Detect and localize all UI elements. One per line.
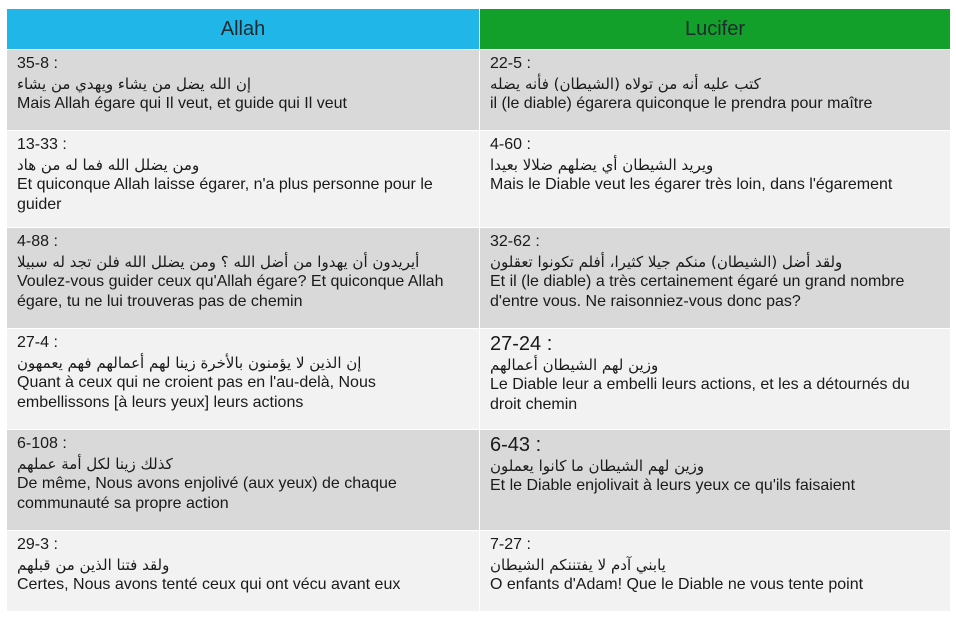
lucifer-cell [480,531,951,612]
verse-ref: 27-24 : [490,333,553,355]
arabic-text: ومن يضلل الله فما له من هاد [17,156,200,174]
arabic-text: إن الله يضل من يشاء ويهدي من يشاء [17,75,252,93]
comparison-table [6,8,951,612]
table-row [7,228,951,329]
comparison-table-wrapper [6,8,950,612]
allah-cell [7,531,480,612]
french-text: Et quiconque Allah laisse égarer, n'a plus personne pour le guider [17,176,433,213]
table-row [7,131,951,228]
allah-cell [7,50,480,131]
lucifer-cell [480,228,951,329]
allah-cell [7,329,480,430]
french-text: Le Diable leur a embelli leurs actions, et les a détournés du droit chemin [490,376,910,413]
header-row [7,9,951,50]
french-text: Mais le Diable veut les égarer très loin, dans l'égarement [490,176,893,193]
verse-ref: 29-3 : [17,536,58,553]
table-row [7,531,951,612]
header-allah: Allah [7,9,480,50]
allah-cell [7,430,480,531]
table-row [7,430,951,531]
french-text: Quant à ceux qui ne croient pas en l'au-delà, Nous embellissons [à leurs yeux] leurs actions [17,374,376,411]
verse-ref: 6-43 : [490,434,542,456]
verse-ref: 32-62 : [490,233,540,250]
arabic-text: كتب عليه أنه من تولاه (الشيطان) فأنه يضله [490,75,761,93]
arabic-text: أيريدون أن يهدوا من أضل الله ؟ ومن يضلل الله فلن تجد له سبيلا [17,253,420,271]
verse-ref: 4-60 : [490,136,531,153]
french-text: Et le Diable enjolivait à leurs yeux ce qu'ils faisaient [490,477,856,494]
verse-ref: 7-27 : [490,536,531,553]
verse-ref: 35-8 : [17,55,58,72]
arabic-text: إن الذين لا يؤمنون بالأخرة زينا لهم أعمالهم فهم يعمهون [17,354,362,372]
arabic-text: ويريد الشيطان أي يضلهم ضلالا بعيدا [490,156,714,174]
header-lucifer: Lucifer [480,9,951,50]
arabic-text: وزين لهم الشيطان ما كانوا يعملون [490,457,705,475]
arabic-text: يابني آدم لا يفتننكم الشيطان [490,556,666,574]
arabic-text: ولقد أضل (الشيطان) منكم جيلا كثيرا، أفلم تكونوا تعقلون [490,253,843,271]
verse-ref: 4-88 : [17,233,58,250]
allah-cell [7,131,480,228]
lucifer-cell [480,430,951,531]
arabic-text: كذلك زينا لكل أمة عملهم [17,455,173,473]
verse-ref: 27-4 : [17,334,58,351]
arabic-text: وزين لهم الشيطان أعمالهم [490,356,659,374]
verse-ref: 13-33 : [17,136,67,153]
lucifer-cell [480,131,951,228]
french-text: Certes, Nous avons tenté ceux qui ont vécu avant eux [17,576,401,593]
lucifer-cell [480,329,951,430]
french-text: Et il (le diable) a très certainement égaré un grand nombre d'entre vous. Ne raisonniez-vous donc pas? [490,273,905,310]
french-text: Voulez-vous guider ceux qu'Allah égare? Et quiconque Allah égare, tu ne lui trouveras pas de chemin [17,273,444,310]
french-text: Mais Allah égare qui Il veut, et guide qui Il veut [17,95,347,112]
french-text: O enfants d'Adam! Que le Diable ne vous tente point [490,576,864,593]
table-row [7,329,951,430]
allah-cell [7,228,480,329]
french-text: il (le diable) égarera quiconque le prendra pour maître [490,95,873,112]
french-text: De même, Nous avons enjolivé (aux yeux) de chaque communauté sa propre action [17,475,397,512]
verse-ref: 6-108 : [17,435,67,452]
lucifer-cell [480,50,951,131]
table-row [7,50,951,131]
arabic-text: ولقد فتنا الذين من قبلهم [17,556,170,574]
verse-ref: 22-5 : [490,55,531,72]
